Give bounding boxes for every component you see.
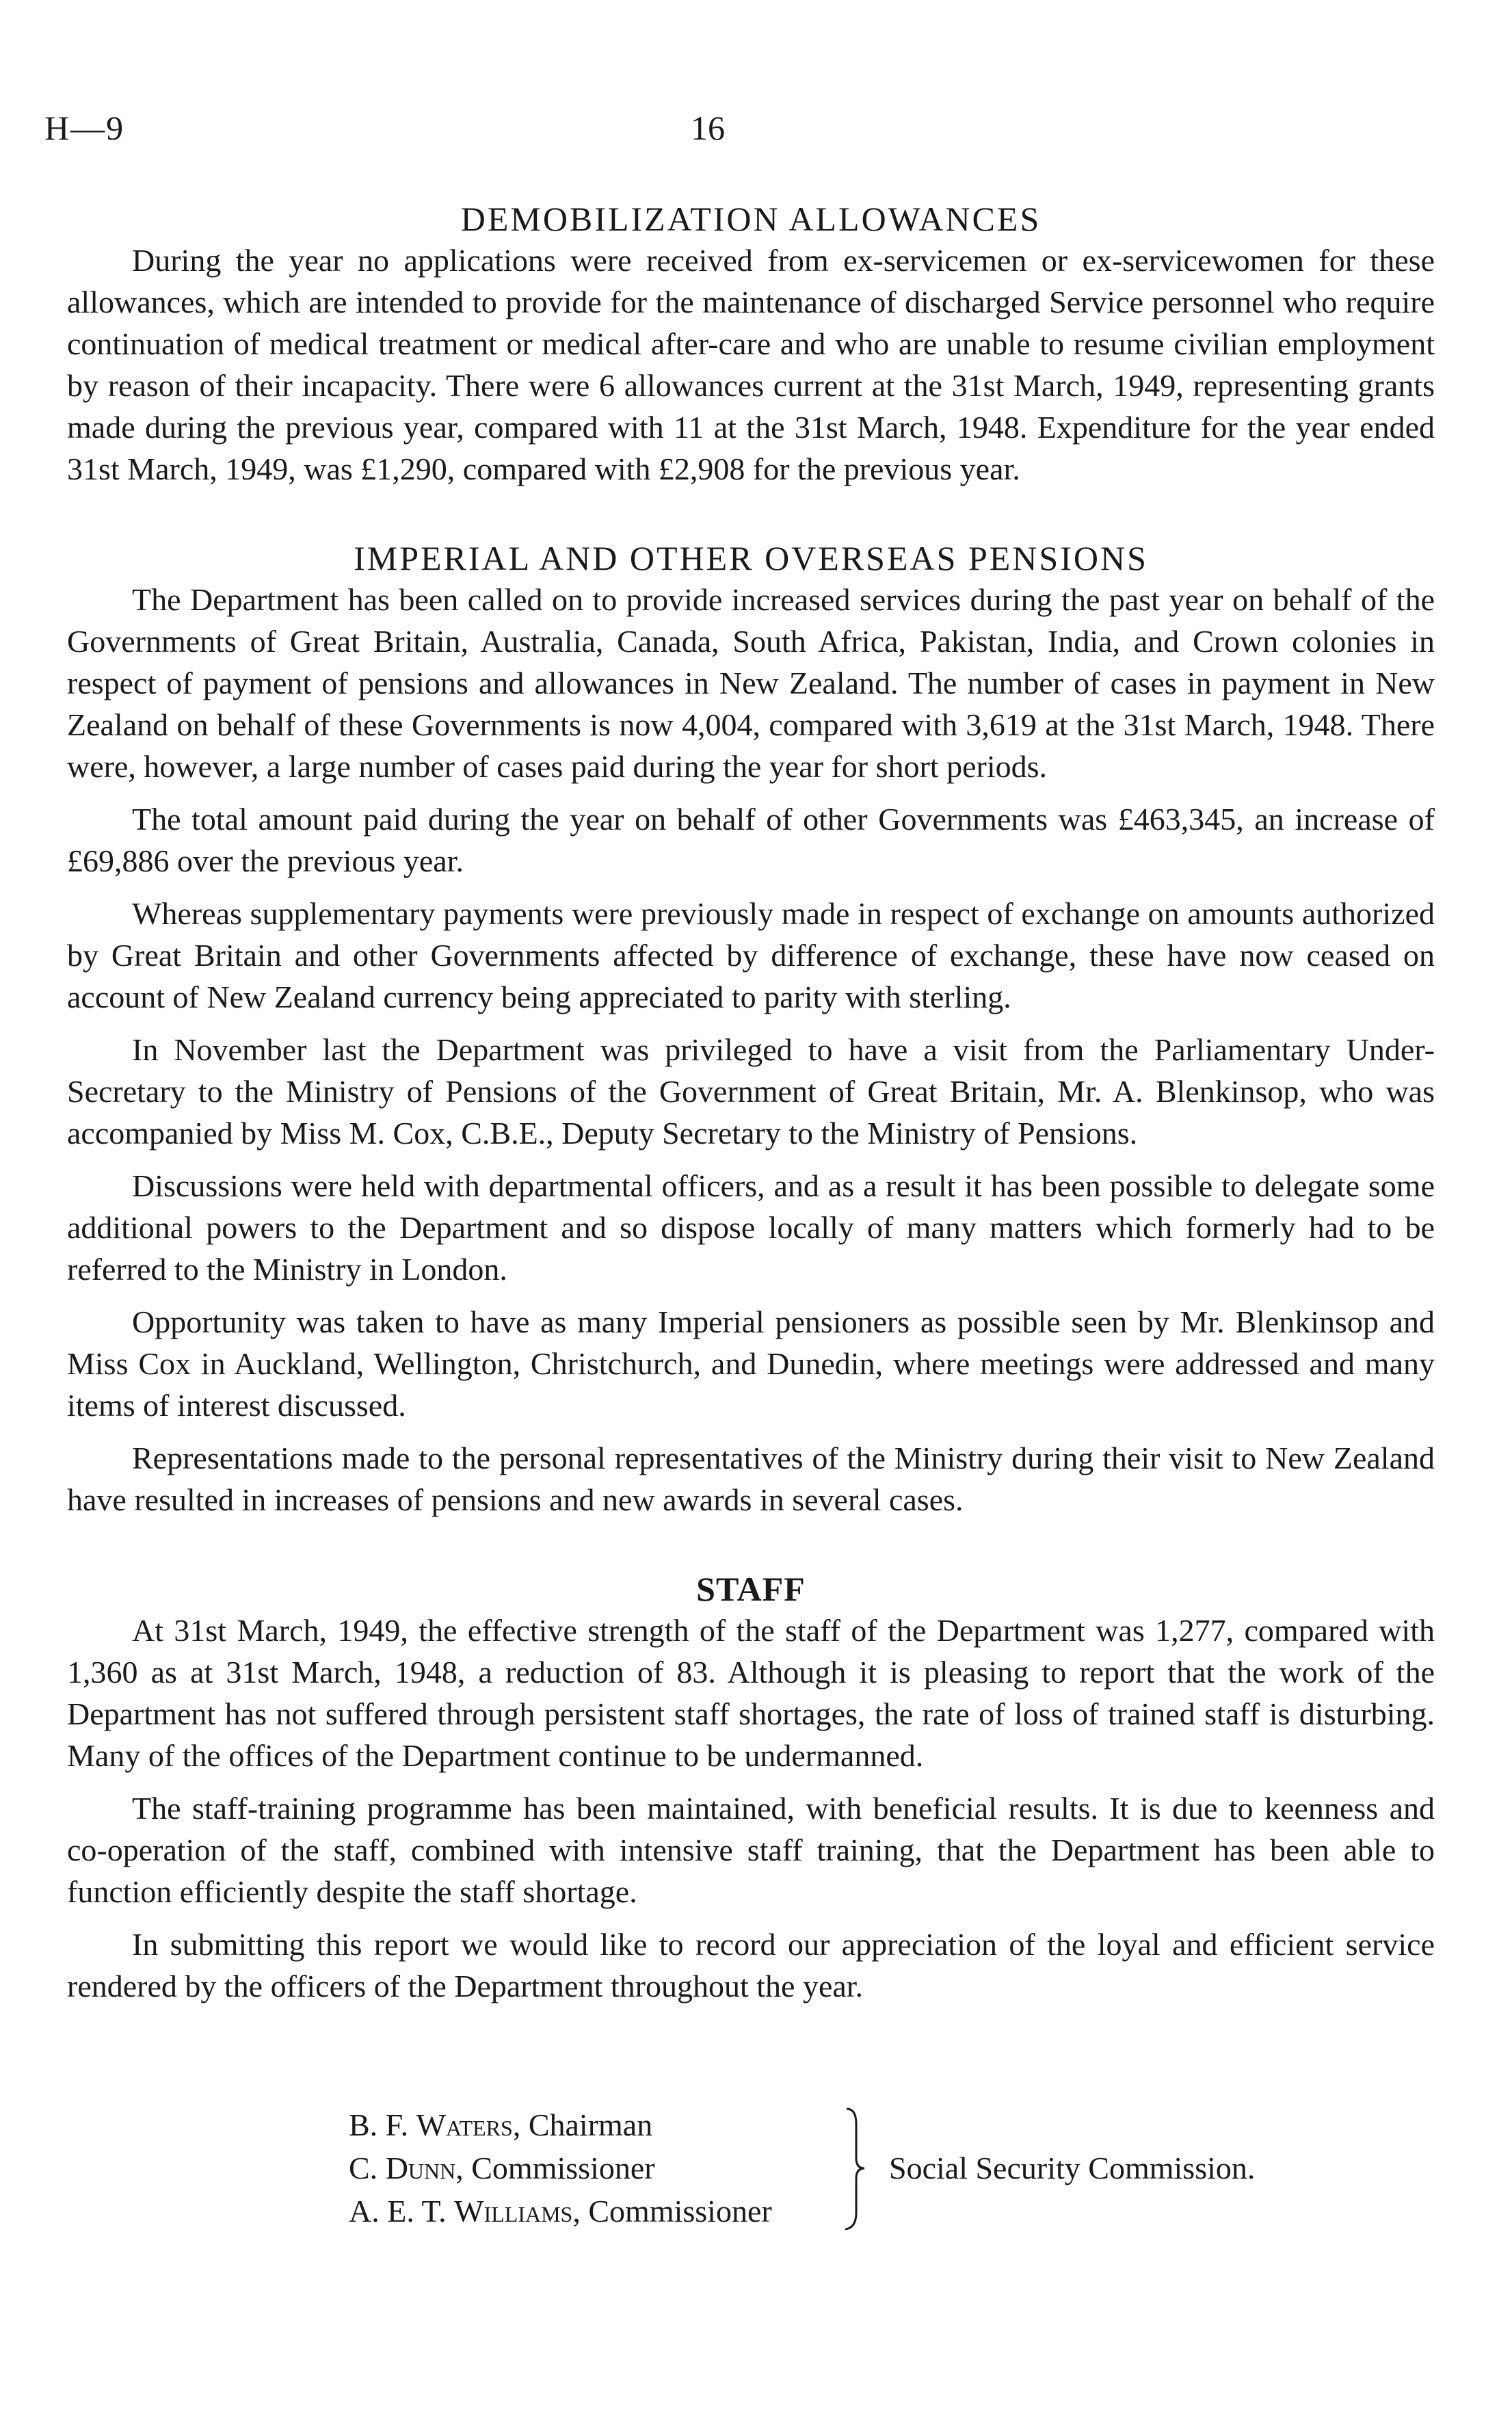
signatory-chairman: B. F. Waters, Chairman <box>349 2107 653 2142</box>
imperial-paragraph-7: Representations made to the personal representatives of the Ministry during their visit to New Zealand have resulted in increases of pensions and new awards in several cases. <box>67 1441 1435 1517</box>
imperial-pensions-section <box>67 538 1435 1521</box>
demobilization-paragraph: During the year no applications were received from ex-servicemen or ex-servicewomen for these allowances, which are intended to provide for the maintenance of discharged Service personnel who require continuation of medical treatment or medical after-care and who are unable to resume civilian employment by reason of their incapacity. There were 6 allowances current at the 31st March, 1949, representing grants made during the previous year, compared with 11 at the 31st March, 1948. Expenditure for the year ended 31st March, 1949, was £1,290, compared with £2,908 for the previous year. <box>67 243 1435 486</box>
staff-paragraph-3: In submitting this report we would like to record our appreciation of the loyal and efficient service rendered by the officers of the Department throughout the year. <box>67 1927 1435 2003</box>
demobilization-heading: DEMOBILIZATION ALLOWANCES <box>460 200 1042 238</box>
signatory-commissioner-2: A. E. T. Williams, Commissioner <box>349 2194 772 2229</box>
page-number: 16 <box>691 109 725 147</box>
imperial-pensions-heading: IMPERIAL AND OTHER OVERSEAS PENSIONS <box>354 539 1148 577</box>
imperial-paragraph-6: Opportunity was taken to have as many Imperial pensioners as possible seen by Mr. Blenkinsop and Miss Cox in Auckland, Wellington, Christchurch, and Dunedin, where meetings were addressed and many items of interest discussed. <box>67 1304 1435 1423</box>
demobilization-section <box>67 198 1435 490</box>
imperial-paragraph-3: Whereas supplementary payments were previously made in respect of exchange on amounts authorized by Great Britain and other Governments affected by difference of exchange, these have now ceased on account of New Zealand currency being appreciated to parity with sterling. <box>67 896 1435 1014</box>
staff-heading: STAFF <box>696 1570 806 1608</box>
document-reference: H—9 <box>44 109 125 147</box>
imperial-paragraph-5: Discussions were held with departmental officers, and as a result it has been possible to delegate some additional powers to the Department and so dispose locally of many matters which formerly had to be referred to the Ministry in London. <box>67 1168 1435 1287</box>
right-brace-icon <box>841 2103 868 2233</box>
signature-block <box>349 2103 1443 2240</box>
imperial-paragraph-2: The total amount paid during the year on behalf of other Governments was £463,345, an increase of £69,886 over the previous year. <box>67 802 1435 878</box>
report-body <box>67 198 1435 2007</box>
staff-paragraph-2: The staff-training programme has been maintained, with beneficial results. It is due to keenness and co-operation of the staff, combined with intensive staff training, that the Department has been able to function efficiently despite the staff shortage. <box>67 1791 1435 1909</box>
staff-section <box>67 1568 1435 2007</box>
signatory-commissioner-1: C. Dunn, Commissioner <box>349 2151 655 2185</box>
staff-paragraph-1: At 31st March, 1949, the effective strength of the staff of the Department was 1,277, compared with 1,360 as at 31st March, 1948, a reduction of 83. Although it is pleasing to report that the work of the Department has not suffered through persistent staff shortages, the rate of loss of trained staff is disturbing. Many of the offices of the Department continue to be undermanned. <box>67 1613 1435 1773</box>
signatory-list <box>349 2103 772 2233</box>
commission-name: Social Security Commission. <box>889 2151 1256 2185</box>
imperial-paragraph-1: The Department has been called on to provide increased services during the past year on behalf of the Governments of Great Britain, Australia, Canada, South Africa, Pakistan, India, and Crown colonies in respect of payment of pensions and allowances in New Zealand. The number of cases in payment in New Zealand on behalf of these Governments is now 4,004, compared with 3,619 at the 31st March, 1948. There were, however, a large number of cases paid during the year for short periods. <box>67 582 1435 784</box>
imperial-paragraph-4: In November last the Department was privileged to have a visit from the Parliamentary Under-Secretary to the Ministry of Pensions of the Government of Great Britain, Mr. A. Blenkinsop, who was accompanied by Miss M. Cox, C.B.E., Deputy Secretary to the Ministry of Pensions. <box>67 1032 1435 1151</box>
